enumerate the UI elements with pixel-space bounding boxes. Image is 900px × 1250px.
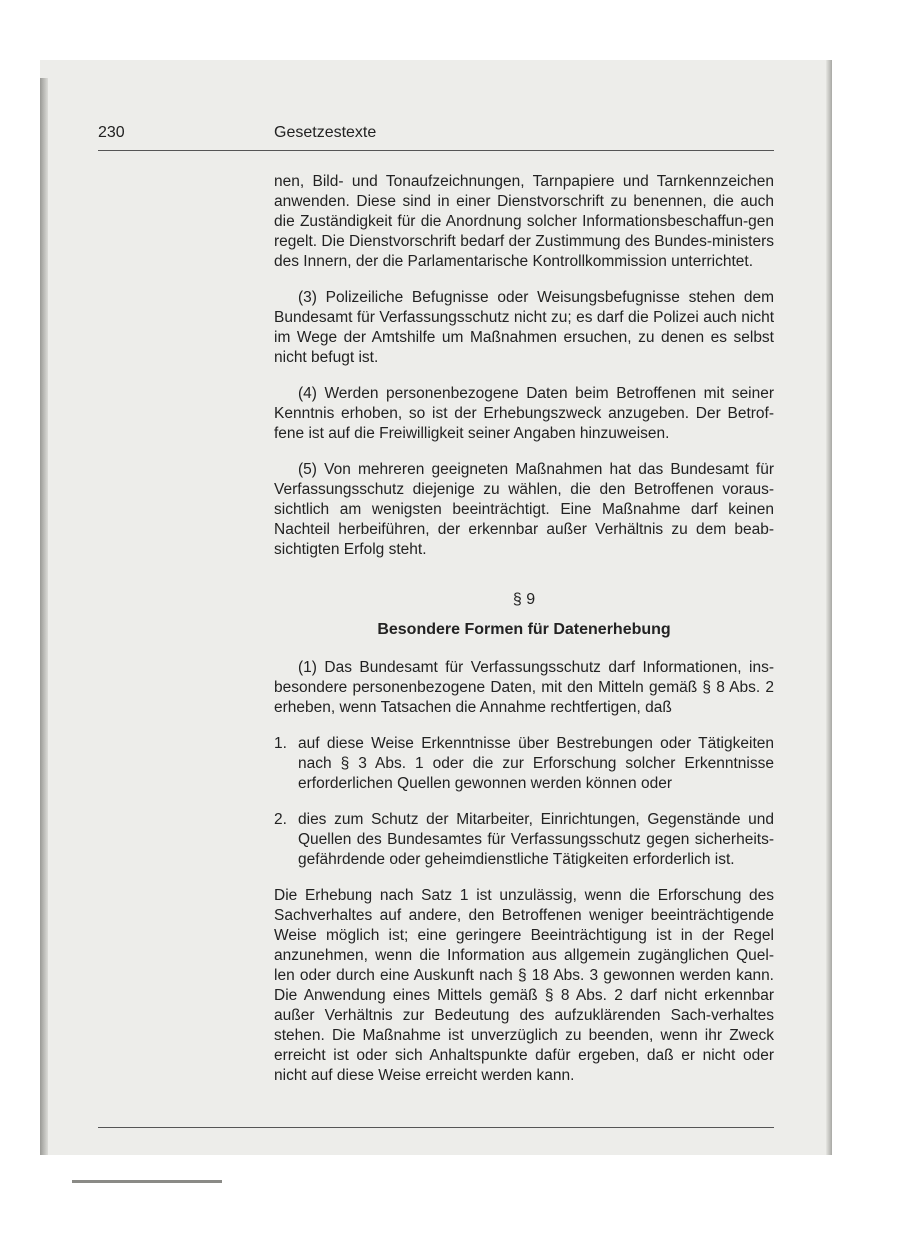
section-number: § 9: [512, 591, 536, 608]
paragraph-4: (4) Werden personenbezogene Daten beim Betroffenen mit seiner Kenntnis erhoben, so ist der Erhebungszweck anzugeben. Der Betrof-fene ist auf die Freiwilligkeit seiner Angaben hinzuweisen.: [274, 385, 774, 442]
paragraph-5: (5) Von mehreren geeigneten Maßnahmen hat das Bundesamt für Verfassungsschutz diejenige zu wählen, die den Betroffenen voraus-sichtlich am wenigsten beeinträchtigt. Eine Maßnahme darf keinen Nachteil herbeiführen, der erkennbar außer Verhältnis zu dem beab-sichtigten Erfolg steht.: [274, 461, 774, 558]
page-number: 230: [98, 124, 125, 141]
continuation-paragraph: nen, Bild- und Tonaufzeichnungen, Tarnpapiere und Tarnkennzeichen anwenden. Diese sind in einer Dienstvorschrift zu benennen, die auch die Zuständigkeit für die Anordnung solcher Informationsbeschaffun-gen regelt. Die Dienstvorschrift bedarf der Zustimmung des Bundes-ministers des Innern, der die Parlamentarische Kontrollkommission unterrichtet.: [274, 173, 774, 270]
section-9-paragraph-1: (1) Das Bundesamt für Verfassungsschutz darf Informationen, ins-besondere personenbezogene Daten, mit den Mitteln gemäß § 8 Abs. 2 erheben, wenn Tatsachen die Annahme rechtfertigen, daß: [274, 659, 774, 716]
page-header: [98, 124, 774, 151]
enum-text: dies zum Schutz der Mitarbeiter, Einrichtungen, Gegenstände und Quellen des Bundesamtes für Verfassungsschutz gegen sicherheits-gefährdende oder geheimdienstliche Tätigkeiten erforderlich ist.: [298, 811, 774, 868]
main-text: [274, 172, 774, 1102]
paragraph-3: (3) Polizeiliche Befugnisse oder Weisungsbefugnisse stehen dem Bundesamt für Verfassungsschutz nicht zu; es darf die Polizei auch nicht im Wege der Amtshilfe um Maßnahmen ersuchen, zu denen es selbst nicht befugt ist.: [274, 289, 774, 366]
section-heading: Besondere Formen für Datenerhebung: [377, 621, 671, 638]
enum-number: 1.: [274, 735, 287, 752]
enum-number: 2.: [274, 811, 287, 828]
closing-paragraph: Die Erhebung nach Satz 1 ist unzulässig, wenn die Erforschung des Sachverhaltes auf andere, den Betroffenen weniger beeinträchtigende Weise möglich ist; eine geringere Beeinträchtigung ist in der Regel anzunehmen, wenn die Information aus allgemein zugänglichen Quel-len oder durch eine Auskunft nach § 18 Abs. 3 gewonnen werden kann. Die Anwendung eines Mittels gemäß § 8 Abs. 2 darf nicht erkennbar außer Verhältnis zur Bedeutung des aufzuklärenden Sach-verhaltes stehen. Die Maßnahme ist unverzüglich zu beenden, wenn ihr Zweck erreicht ist oder sich Anhaltspunkte dafür ergeben, daß er nicht oder nicht auf diese Weise erreicht werden kann.: [274, 887, 774, 1084]
enum-text: auf diese Weise Erkenntnisse über Bestrebungen oder Tätigkeiten nach § 3 Abs. 1 oder die zur Erforschung solcher Erkenntnisse erforderlichen Quellen gewonnen werden können oder: [298, 735, 774, 792]
enum-item-1: [274, 734, 774, 794]
enum-item-2: [274, 810, 774, 870]
bottom-shadow: [72, 1180, 222, 1183]
footer-rule: [98, 1127, 774, 1128]
running-title: Gesetzestexte: [274, 124, 377, 141]
left-page-edge: [40, 78, 48, 1155]
right-page-edge: [826, 60, 832, 1155]
